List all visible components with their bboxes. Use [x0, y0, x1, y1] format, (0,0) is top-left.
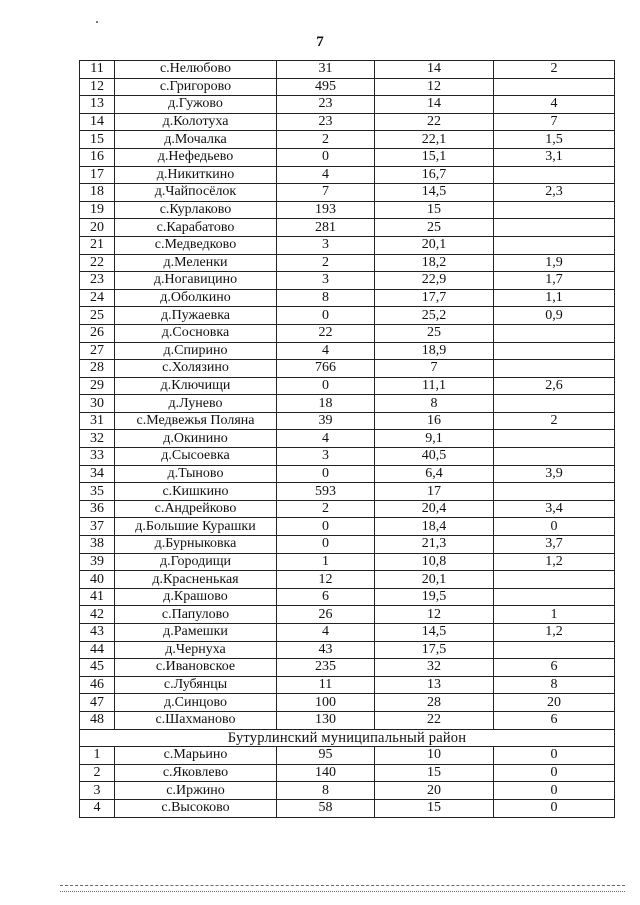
value-b-cell: 20,1: [375, 571, 494, 589]
table-row: [80, 254, 615, 272]
settlement-name-cell: д.Сосновка: [115, 324, 277, 342]
row-number-cell: 32: [80, 430, 115, 448]
row-number-cell: 35: [80, 483, 115, 501]
value-c-cell: [494, 324, 615, 342]
value-c-cell: [494, 78, 615, 96]
value-b-cell: 12: [375, 78, 494, 96]
settlement-name-cell: д.Городищи: [115, 553, 277, 571]
value-b-cell: 20,1: [375, 236, 494, 254]
value-b-cell: 9,1: [375, 430, 494, 448]
row-number-cell: 28: [80, 360, 115, 378]
value-c-cell: 0: [494, 518, 615, 536]
settlement-name-cell: д.Крашово: [115, 588, 277, 606]
row-number-cell: 4: [80, 799, 115, 817]
row-number-cell: 45: [80, 659, 115, 677]
value-b-cell: 22: [375, 711, 494, 729]
row-number-cell: 11: [80, 61, 115, 79]
section-header-row: [80, 729, 615, 747]
value-b-cell: 20: [375, 782, 494, 800]
settlement-name-cell: д.Никиткино: [115, 166, 277, 184]
row-number-cell: 22: [80, 254, 115, 272]
row-number-cell: 27: [80, 342, 115, 360]
value-c-cell: 2: [494, 412, 615, 430]
value-c-cell: 1,2: [494, 624, 615, 642]
settlement-name-cell: д.Сысоевка: [115, 448, 277, 466]
table-body-bottom: [80, 747, 615, 817]
row-number-cell: 23: [80, 272, 115, 290]
row-number-cell: 2: [80, 764, 115, 782]
value-c-cell: [494, 448, 615, 466]
value-b-cell: 12: [375, 606, 494, 624]
row-number-cell: 37: [80, 518, 115, 536]
row-number-cell: 26: [80, 324, 115, 342]
value-b-cell: 18,9: [375, 342, 494, 360]
row-number-cell: 46: [80, 676, 115, 694]
value-a-cell: 6: [277, 588, 375, 606]
row-number-cell: 40: [80, 571, 115, 589]
settlement-name-cell: д.Чайпосёлок: [115, 184, 277, 202]
value-c-cell: 1,7: [494, 272, 615, 290]
table-row: [80, 676, 615, 694]
value-c-cell: 1,5: [494, 131, 615, 149]
value-a-cell: 26: [277, 606, 375, 624]
value-a-cell: 2: [277, 131, 375, 149]
value-b-cell: 25,2: [375, 307, 494, 325]
value-c-cell: [494, 395, 615, 413]
value-c-cell: [494, 360, 615, 378]
value-a-cell: 39: [277, 412, 375, 430]
settlement-name-cell: д.Ключищи: [115, 377, 277, 395]
value-c-cell: 2,3: [494, 184, 615, 202]
value-c-cell: [494, 219, 615, 237]
value-b-cell: 16: [375, 412, 494, 430]
value-c-cell: 3,7: [494, 536, 615, 554]
table-row: [80, 764, 615, 782]
row-number-cell: 20: [80, 219, 115, 237]
settlement-name-cell: с.Карабатово: [115, 219, 277, 237]
value-b-cell: 14: [375, 61, 494, 79]
settlements-table: [79, 60, 615, 818]
value-c-cell: 0,9: [494, 307, 615, 325]
row-number-cell: 38: [80, 536, 115, 554]
table-row: [80, 184, 615, 202]
settlement-name-cell: д.Меленки: [115, 254, 277, 272]
settlement-name-cell: с.Папулово: [115, 606, 277, 624]
settlement-name-cell: д.Тыново: [115, 465, 277, 483]
value-c-cell: [494, 588, 615, 606]
value-a-cell: 235: [277, 659, 375, 677]
row-number-cell: 36: [80, 500, 115, 518]
value-b-cell: 16,7: [375, 166, 494, 184]
value-a-cell: 2: [277, 254, 375, 272]
value-a-cell: 193: [277, 201, 375, 219]
row-number-cell: 13: [80, 96, 115, 114]
settlement-name-cell: д.Синцово: [115, 694, 277, 712]
value-a-cell: 95: [277, 747, 375, 765]
settlement-name-cell: с.Нелюбово: [115, 61, 277, 79]
settlement-name-cell: д.Бурныковка: [115, 536, 277, 554]
table-row: [80, 782, 615, 800]
settlement-name-cell: д.Гужово: [115, 96, 277, 114]
value-c-cell: 2: [494, 61, 615, 79]
table-row: [80, 518, 615, 536]
table-row: [80, 747, 615, 765]
value-a-cell: 43: [277, 641, 375, 659]
value-a-cell: 31: [277, 61, 375, 79]
value-b-cell: 13: [375, 676, 494, 694]
row-number-cell: 16: [80, 148, 115, 166]
table-row: [80, 131, 615, 149]
value-b-cell: 22,1: [375, 131, 494, 149]
value-a-cell: 495: [277, 78, 375, 96]
value-a-cell: 766: [277, 360, 375, 378]
value-c-cell: 8: [494, 676, 615, 694]
value-c-cell: 1: [494, 606, 615, 624]
settlement-name-cell: д.Большие Курашки: [115, 518, 277, 536]
value-c-cell: [494, 430, 615, 448]
value-a-cell: 8: [277, 289, 375, 307]
value-b-cell: 21,3: [375, 536, 494, 554]
value-a-cell: 4: [277, 166, 375, 184]
settlement-name-cell: с.Холязино: [115, 360, 277, 378]
value-a-cell: 593: [277, 483, 375, 501]
value-b-cell: 22: [375, 113, 494, 131]
value-a-cell: 130: [277, 711, 375, 729]
value-a-cell: 58: [277, 799, 375, 817]
value-c-cell: [494, 483, 615, 501]
table-row: [80, 324, 615, 342]
settlement-name-cell: д.Ногавицино: [115, 272, 277, 290]
value-b-cell: 15: [375, 799, 494, 817]
value-a-cell: 4: [277, 342, 375, 360]
settlement-name-cell: с.Медвежья Поляна: [115, 412, 277, 430]
value-a-cell: 0: [277, 307, 375, 325]
table-row: [80, 342, 615, 360]
value-a-cell: 23: [277, 96, 375, 114]
value-a-cell: 11: [277, 676, 375, 694]
table-row: [80, 448, 615, 466]
value-a-cell: 140: [277, 764, 375, 782]
value-c-cell: 0: [494, 799, 615, 817]
row-number-cell: 29: [80, 377, 115, 395]
row-number-cell: 30: [80, 395, 115, 413]
settlement-name-cell: с.Кишкино: [115, 483, 277, 501]
table-row: [80, 201, 615, 219]
value-a-cell: 8: [277, 782, 375, 800]
value-a-cell: 23: [277, 113, 375, 131]
settlement-name-cell: с.Медведково: [115, 236, 277, 254]
value-a-cell: 22: [277, 324, 375, 342]
settlement-name-cell: д.Мочалка: [115, 131, 277, 149]
scan-speck: [96, 21, 98, 23]
settlement-name-cell: с.Иржино: [115, 782, 277, 800]
table-row: [80, 307, 615, 325]
table-row: [80, 641, 615, 659]
row-number-cell: 25: [80, 307, 115, 325]
table-row: [80, 219, 615, 237]
row-number-cell: 47: [80, 694, 115, 712]
table-row: [80, 799, 615, 817]
value-c-cell: 0: [494, 782, 615, 800]
settlement-name-cell: д.Лунево: [115, 395, 277, 413]
value-b-cell: 18,2: [375, 254, 494, 272]
row-number-cell: 31: [80, 412, 115, 430]
settlement-name-cell: с.Ивановское: [115, 659, 277, 677]
page-number: 7: [316, 34, 324, 50]
table-row: [80, 61, 615, 79]
row-number-cell: 33: [80, 448, 115, 466]
footer-rule: [60, 891, 625, 892]
settlement-name-cell: д.Спирино: [115, 342, 277, 360]
row-number-cell: 15: [80, 131, 115, 149]
table-row: [80, 377, 615, 395]
value-c-cell: 0: [494, 764, 615, 782]
row-number-cell: 24: [80, 289, 115, 307]
value-c-cell: [494, 641, 615, 659]
value-a-cell: 3: [277, 236, 375, 254]
table-row: [80, 395, 615, 413]
settlement-name-cell: с.Курлаково: [115, 201, 277, 219]
value-a-cell: 0: [277, 465, 375, 483]
value-b-cell: 15,1: [375, 148, 494, 166]
table-row: [80, 483, 615, 501]
value-a-cell: 4: [277, 624, 375, 642]
table-row: [80, 711, 615, 729]
table-row: [80, 96, 615, 114]
value-c-cell: [494, 342, 615, 360]
settlement-name-cell: с.Лубянцы: [115, 676, 277, 694]
table-row: [80, 166, 615, 184]
value-b-cell: 32: [375, 659, 494, 677]
value-b-cell: 25: [375, 324, 494, 342]
value-c-cell: 1,2: [494, 553, 615, 571]
value-b-cell: 17,5: [375, 641, 494, 659]
table-row: [80, 148, 615, 166]
table-row: [80, 553, 615, 571]
value-a-cell: 281: [277, 219, 375, 237]
value-c-cell: 7: [494, 113, 615, 131]
value-b-cell: 17: [375, 483, 494, 501]
settlement-name-cell: д.Колотуха: [115, 113, 277, 131]
value-b-cell: 14: [375, 96, 494, 114]
value-b-cell: 19,5: [375, 588, 494, 606]
table-row: [80, 113, 615, 131]
value-a-cell: 18: [277, 395, 375, 413]
table-row: [80, 624, 615, 642]
value-c-cell: 0: [494, 747, 615, 765]
value-c-cell: 1,9: [494, 254, 615, 272]
row-number-cell: 19: [80, 201, 115, 219]
settlement-name-cell: д.Рамешки: [115, 624, 277, 642]
value-b-cell: 15: [375, 764, 494, 782]
table-row: [80, 360, 615, 378]
value-c-cell: 20: [494, 694, 615, 712]
table-row: [80, 571, 615, 589]
settlement-name-cell: с.Марьино: [115, 747, 277, 765]
value-b-cell: 15: [375, 201, 494, 219]
value-b-cell: 6,4: [375, 465, 494, 483]
value-b-cell: 18,4: [375, 518, 494, 536]
value-a-cell: 12: [277, 571, 375, 589]
value-c-cell: 6: [494, 711, 615, 729]
value-b-cell: 11,1: [375, 377, 494, 395]
table-row: [80, 465, 615, 483]
value-c-cell: 3,9: [494, 465, 615, 483]
value-c-cell: [494, 571, 615, 589]
row-number-cell: 39: [80, 553, 115, 571]
table-row: [80, 536, 615, 554]
table-row: [80, 606, 615, 624]
table-row: [80, 78, 615, 96]
table-row: [80, 236, 615, 254]
table-row: [80, 412, 615, 430]
value-b-cell: 17,7: [375, 289, 494, 307]
row-number-cell: 42: [80, 606, 115, 624]
row-number-cell: 17: [80, 166, 115, 184]
value-b-cell: 28: [375, 694, 494, 712]
value-c-cell: 3,4: [494, 500, 615, 518]
value-a-cell: 3: [277, 448, 375, 466]
value-a-cell: 0: [277, 148, 375, 166]
table-row: [80, 500, 615, 518]
value-c-cell: [494, 236, 615, 254]
table-row: [80, 430, 615, 448]
row-number-cell: 43: [80, 624, 115, 642]
value-b-cell: 14,5: [375, 624, 494, 642]
row-number-cell: 41: [80, 588, 115, 606]
row-number-cell: 48: [80, 711, 115, 729]
value-c-cell: 2,6: [494, 377, 615, 395]
row-number-cell: 44: [80, 641, 115, 659]
value-c-cell: 3,1: [494, 148, 615, 166]
table-body-top: [80, 61, 615, 730]
table-row: [80, 272, 615, 290]
settlement-name-cell: д.Красненькая: [115, 571, 277, 589]
settlement-name-cell: с.Григорово: [115, 78, 277, 96]
settlement-name-cell: д.Чернуха: [115, 641, 277, 659]
value-a-cell: 0: [277, 536, 375, 554]
settlement-name-cell: д.Пужаевка: [115, 307, 277, 325]
value-b-cell: 7: [375, 360, 494, 378]
value-c-cell: 1,1: [494, 289, 615, 307]
table-row: [80, 694, 615, 712]
value-b-cell: 10: [375, 747, 494, 765]
value-b-cell: 20,4: [375, 500, 494, 518]
settlement-name-cell: с.Яковлево: [115, 764, 277, 782]
value-a-cell: 100: [277, 694, 375, 712]
row-number-cell: 18: [80, 184, 115, 202]
row-number-cell: 14: [80, 113, 115, 131]
settlement-name-cell: с.Андрейково: [115, 500, 277, 518]
value-a-cell: 0: [277, 377, 375, 395]
value-b-cell: 40,5: [375, 448, 494, 466]
settlement-name-cell: д.Окинино: [115, 430, 277, 448]
settlement-name-cell: д.Нефедьево: [115, 148, 277, 166]
row-number-cell: 21: [80, 236, 115, 254]
footer-rule: [60, 885, 625, 886]
value-c-cell: [494, 166, 615, 184]
table-row: [80, 289, 615, 307]
value-a-cell: 3: [277, 272, 375, 290]
row-number-cell: 12: [80, 78, 115, 96]
value-b-cell: 14,5: [375, 184, 494, 202]
value-c-cell: 4: [494, 96, 615, 114]
value-b-cell: 8: [375, 395, 494, 413]
section-title: Бутурлинский муниципальный район: [80, 729, 615, 747]
value-c-cell: [494, 201, 615, 219]
value-b-cell: 25: [375, 219, 494, 237]
value-a-cell: 2: [277, 500, 375, 518]
row-number-cell: 3: [80, 782, 115, 800]
table-row: [80, 659, 615, 677]
section-header-body: [80, 729, 615, 747]
row-number-cell: 34: [80, 465, 115, 483]
value-b-cell: 10,8: [375, 553, 494, 571]
value-a-cell: 0: [277, 518, 375, 536]
settlement-name-cell: д.Оболкино: [115, 289, 277, 307]
settlement-name-cell: с.Шахманово: [115, 711, 277, 729]
value-c-cell: 6: [494, 659, 615, 677]
table-row: [80, 588, 615, 606]
row-number-cell: 1: [80, 747, 115, 765]
value-a-cell: 4: [277, 430, 375, 448]
value-b-cell: 22,9: [375, 272, 494, 290]
value-a-cell: 1: [277, 553, 375, 571]
settlement-name-cell: с.Высоково: [115, 799, 277, 817]
value-a-cell: 7: [277, 184, 375, 202]
